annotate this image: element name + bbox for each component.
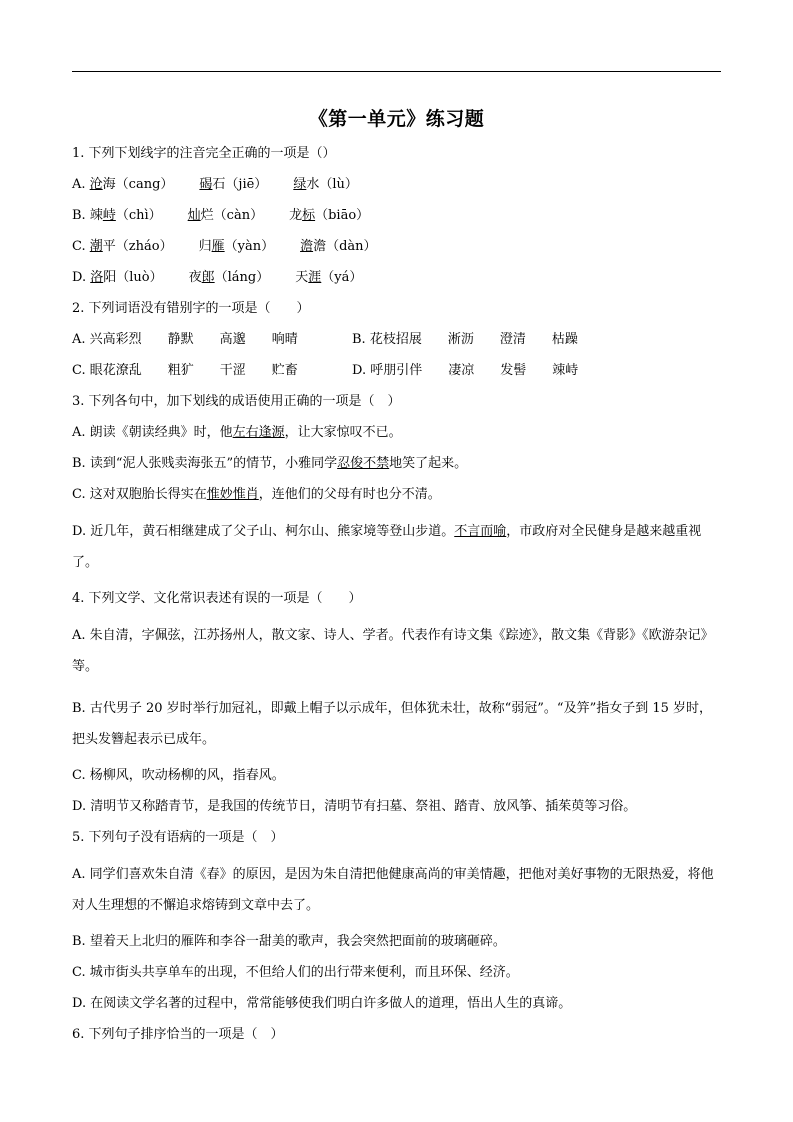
underlined-char: 洛 bbox=[90, 270, 104, 285]
q5-option-b: B. 望着天上北归的雁阵和李谷一甜美的歌声，我会突然把面前的玻璃砸碎。 bbox=[72, 934, 506, 949]
underlined-char: 绿 bbox=[293, 177, 307, 192]
underlined-char: 郎 bbox=[201, 270, 215, 285]
q3-option-a: A. 朗读《朝读经典》时，他左右逢源，让大家惊叹不已。 bbox=[72, 425, 402, 440]
q5-option-d: D. 在阅读文学名著的过程中，常常能够使我们明白许多做人的道理，悟出人生的真谛。 bbox=[72, 996, 572, 1011]
q6-stem: 6. 下列句子排序恰当的一项是（ ） bbox=[72, 1027, 284, 1042]
page-title: 《第一单元》练习题 bbox=[308, 108, 485, 130]
q3-option-c: C. 这对双胞胎长得实在惟妙惟肖，连他们的父母有时也分不清。 bbox=[72, 487, 441, 502]
underlined-idiom: 惟妙惟肖 bbox=[206, 487, 259, 502]
q3-option-d: D. 近几年，黄石相继建成了父子山、柯尔山、熊家境等登山步道。不言而喻，市政府对全民健身是越来越重视了。 bbox=[72, 524, 702, 570]
q2-option-a: A. 兴高彩烈 静默 高邈 响晴 bbox=[72, 332, 298, 347]
q5-option-c: C. 城市街头共享单车的出现，不但给人们的出行带来便利，而且环保、经济。 bbox=[72, 965, 519, 980]
underlined-char: 澹 bbox=[300, 239, 314, 254]
underlined-idiom: 不言而喻 bbox=[454, 524, 507, 539]
q3-option-b: B. 读到“泥人张贱卖海张五”的情节，小雅同学忍俊不禁地笑了起来。 bbox=[72, 456, 468, 471]
underlined-char: 标 bbox=[302, 208, 316, 223]
q1-option-c: C. 潮平（zháo） 归雁（yàn） 澹澹（dàn） bbox=[72, 239, 377, 254]
q1-option-a: A. 沧海（cang） 碣石（jiē） 绿水（lù） bbox=[72, 177, 358, 192]
q2-option-c: C. 眼花潦乱 粗犷 干涩 贮畜 bbox=[72, 363, 298, 378]
q1-option-b: B. 竦峙（chì） 灿烂（càn） 龙标（biāo） bbox=[72, 208, 370, 223]
q1-option-d: D. 洛阳（luò） 夜郎（láng） 天涯（yá） bbox=[72, 270, 363, 285]
q4-stem: 4. 下列文学、文化常识表述有误的一项是（ ） bbox=[72, 591, 362, 606]
q4-option-c: C. 杨柳风，吹动杨柳的风，指春风。 bbox=[72, 768, 285, 783]
header-rule bbox=[72, 71, 721, 72]
underlined-idiom: 忍俊不禁 bbox=[337, 456, 390, 471]
underlined-char: 峙 bbox=[102, 208, 116, 223]
q4-option-a: A. 朱自清，字佩弦，江苏扬州人，散文家、诗人、学者。代表作有诗文集《踪迹》，散文集《背影》《欧游杂记》等。 bbox=[72, 628, 714, 674]
underlined-char: 灿 bbox=[187, 208, 201, 223]
q1-stem: 1. 下列下划线字的注音完全正确的一项是（） bbox=[72, 146, 336, 161]
q2-stem: 2. 下列词语没有错别字的一项是（ ） bbox=[72, 301, 310, 316]
underlined-char: 碣 bbox=[199, 177, 213, 192]
q4-option-b: B. 古代男子 20 岁时举行加冠礼，即戴上帽子以示成年，但体犹未壮，故称“弱冠”。“及笄”指女子到 15 岁时，把头发簪起表示已成年。 bbox=[72, 701, 713, 747]
q2-option-d: D. 呼朋引伴 凄凉 发髻 竦峙 bbox=[352, 363, 579, 378]
q2-option-b: B. 花枝招展 淅沥 澄清 枯躁 bbox=[352, 332, 578, 347]
exercise-body bbox=[72, 144, 724, 1056]
q2-options-ab bbox=[72, 330, 724, 361]
q2-options-cd bbox=[72, 361, 724, 392]
q5-option-a: A. 同学们喜欢朱自清《春》的原因，是因为朱自清把他健康高尚的审美情趣，把他对美好事物的无限热爱，将他对人生理想的不懈追求熔铸到文章中去了。 bbox=[72, 867, 714, 913]
q3-stem: 3. 下列各句中，加下划线的成语使用正确的一项是（ ） bbox=[72, 394, 401, 409]
underlined-char: 涯 bbox=[308, 270, 322, 285]
underlined-char: 潮 bbox=[89, 239, 103, 254]
underlined-char: 雁 bbox=[211, 239, 225, 254]
underlined-idiom: 左右逢源 bbox=[232, 425, 285, 440]
q5-stem: 5. 下列句子没有语病的一项是（ ） bbox=[72, 830, 284, 845]
q4-option-d: D. 清明节又称踏青节，是我国的传统节日，清明节有扫墓、祭祖、踏青、放风筝、插茱萸等习俗。 bbox=[72, 799, 637, 814]
underlined-char: 沧 bbox=[89, 177, 103, 192]
